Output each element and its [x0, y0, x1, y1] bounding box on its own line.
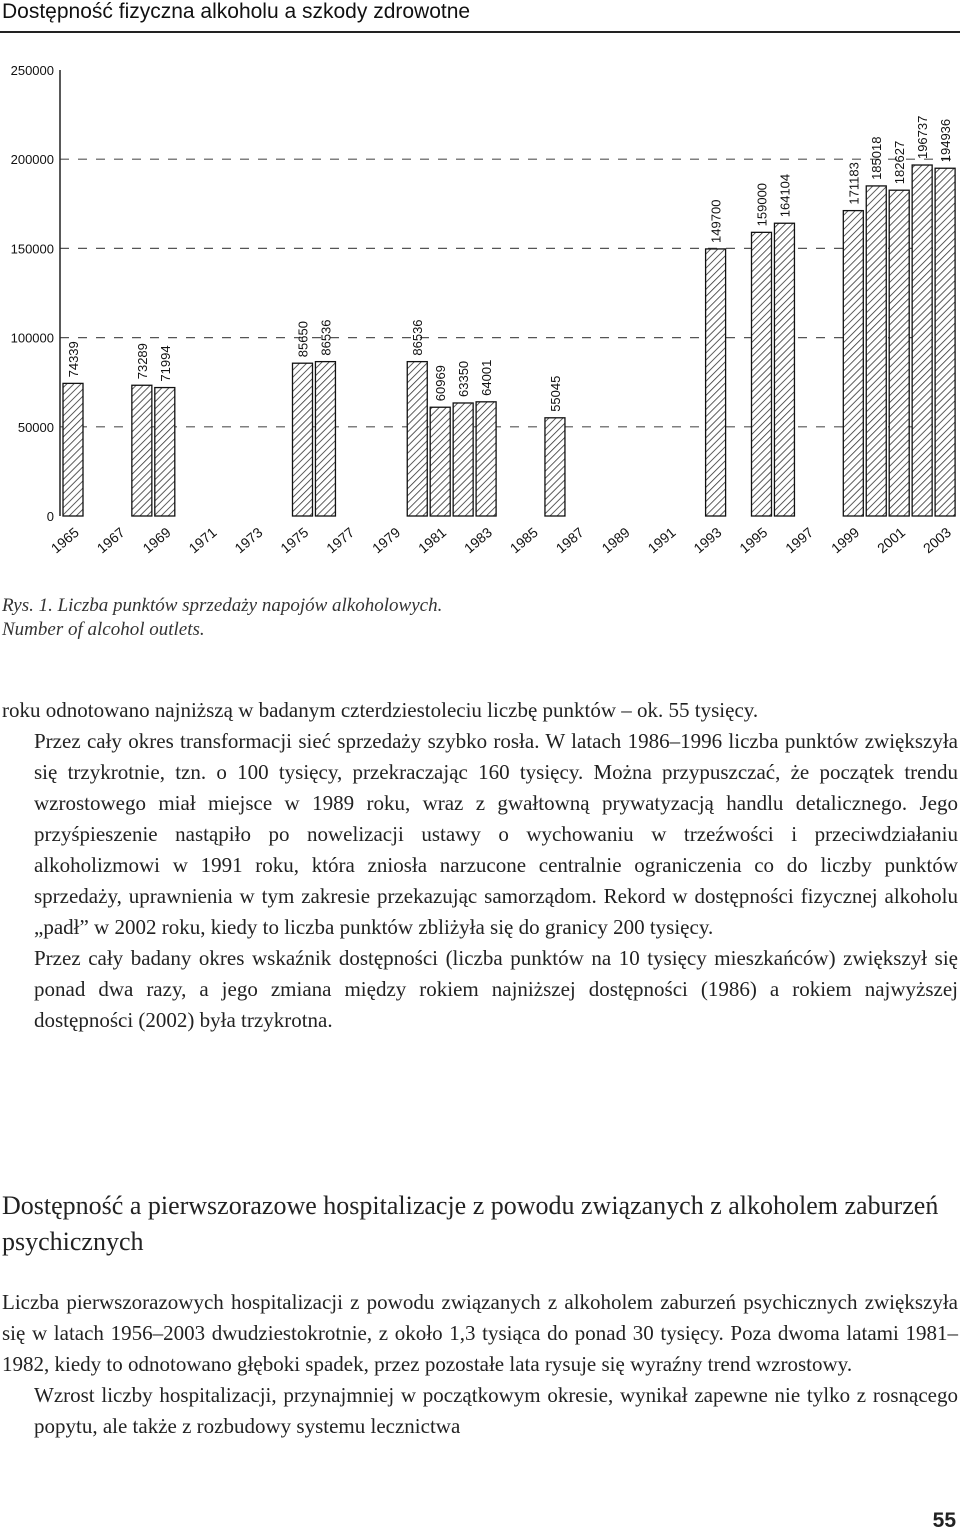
bar-layer — [63, 165, 955, 516]
section-body — [2, 1287, 958, 1442]
data-label-2001: 182627 — [892, 140, 908, 185]
data-label-1976: 86536 — [318, 319, 334, 356]
bar-1999 — [843, 211, 863, 516]
x-tick-label: 1967 — [93, 524, 128, 557]
bar-2003 — [935, 168, 955, 516]
bar-1983 — [476, 402, 496, 516]
data-label-1975: 85650 — [295, 321, 311, 358]
data-label-1981: 60969 — [433, 365, 449, 402]
grid-layer — [60, 159, 958, 427]
bar-1965 — [63, 383, 83, 516]
x-tick-label: 1985 — [506, 524, 541, 557]
header-rule — [0, 31, 960, 33]
running-header-title: Dostępność fizyczna alkoholu a szkody zdrowotne — [2, 0, 471, 23]
data-label-1986: 55045 — [547, 375, 563, 412]
paragraph-growth: Wzrost liczby hospitalizacji, przynajmniej w początkowym okresie, wynikał zapewne nie tylko z rosnącego popytu, ale także z rozbudowy systemu lecznictwa — [34, 1383, 958, 1438]
x-tick-label: 1995 — [736, 524, 771, 557]
y-axis-ticks — [11, 63, 54, 524]
data-label-1980: 86536 — [410, 319, 426, 356]
data-label-1995: 159000 — [754, 182, 770, 227]
paragraph-transformation: Przez cały okres transformacji sieć sprzedaży szybko rosła. W latach 1986–1996 liczba punktów zwiększyła się trzykrotnie, tzn. o 100 tysięcy, przekraczając 160 tysięcy. Można przypuszczać, że początek trendu wzrostowego miał miejsce w 1989 roku, wraz z gwałtowną prywatyzacją handlu detalicznego. Jego przyśpieszenie nastąpiło po nowelizacji ustawy o wychowaniu w trzeźwości i przeciwdziałaniu alkoholizmowi w 1991 roku, która zniosła narzucone centralnie ograniczenia co do liczby punktów sprzedaży, uprawnienia w tym zakresie przekazując samorządom. Rekord w dostępności fizycznej alkoholu „padł” w 2002 roku, kiedy to liczba punktów zbliżyła się do granicy 200 tysięcy. — [34, 729, 958, 939]
bar-1981 — [430, 407, 450, 516]
x-tick-label: 1973 — [231, 524, 266, 557]
bar-1996 — [774, 223, 794, 516]
body-text — [2, 695, 958, 1036]
y-tick-label: 0 — [46, 509, 54, 524]
x-tick-label: 1993 — [690, 524, 725, 557]
bar-2002 — [912, 165, 932, 516]
bar-2000 — [866, 186, 886, 516]
x-tick-label: 1969 — [139, 524, 174, 557]
data-label-1968: 73289 — [134, 343, 150, 380]
data-label-layer — [66, 116, 953, 412]
bar-1995 — [752, 232, 772, 516]
caption-polish: Rys. 1. Liczba punktów sprzedaży napojów alkoholowych. — [2, 595, 443, 616]
x-tick-label: 1991 — [644, 524, 679, 557]
data-label-2002: 196737 — [915, 115, 931, 160]
x-tick-label: 1987 — [552, 524, 587, 557]
y-tick-label: 100000 — [10, 330, 54, 346]
section-heading: Dostępność a pierwszorazowe hospitalizacje z powodu związanych z alkoholem zaburzeń psychicznych — [2, 1191, 939, 1256]
bar-chart — [0, 40, 960, 590]
x-tick-label: 1983 — [460, 524, 496, 557]
y-tick-label: 150000 — [10, 241, 54, 257]
bar-2001 — [889, 190, 909, 516]
data-label-1965: 74339 — [66, 341, 81, 378]
data-label-1993: 149700 — [708, 199, 724, 243]
x-axis-ticks — [48, 524, 954, 556]
page-number: 55 — [932, 1509, 956, 1532]
x-tick-label: 1999 — [828, 524, 863, 557]
bar-1986 — [545, 418, 565, 516]
data-label-1982: 63350 — [456, 360, 472, 397]
y-tick-label: 250000 — [10, 63, 54, 78]
paragraph-hospitalizations: Liczba pierwszorazowych hospitalizacji z powodu związanych z alkoholem zaburzeń psychicznych zwiększyła się w latach 1956–2003 dwudziestokrotnie, z około 1,3 tysiąca do ponad 30 tysięcy. Poza dwoma latami 1981–1982, kiedy to odnotowano głęboki spadek, przez pozostałe lata rysuje się wyraźny trend wzrostowy. — [2, 1290, 958, 1376]
data-label-1996: 164104 — [777, 173, 793, 218]
y-tick-label: 200000 — [10, 152, 54, 168]
paragraph-availability-index: Przez cały badany okres wskaźnik dostępności (liczba punktów na 10 tysięcy mieszkańców) zwiększył się ponad dwa razy, a jego zmiana między rokiem najniższej dostępności (1986) a rokiem najwyższej dostępności (2002) była trzykrotna. — [34, 946, 958, 1032]
caption-english: Number of alcohol outlets. — [2, 619, 205, 640]
bar-1976 — [315, 362, 335, 516]
data-label-2000: 185018 — [869, 136, 885, 180]
data-label-1999: 171183 — [846, 162, 862, 205]
bar-1975 — [293, 363, 313, 516]
paragraph-continuation: roku odnotowano najniższą w badanym czterdziestoleciu liczbę punktów – ok. 55 tysięcy. — [2, 698, 759, 722]
x-tick-label: 1971 — [185, 524, 220, 557]
bar-1982 — [453, 403, 473, 516]
x-tick-label: 1997 — [782, 524, 817, 557]
y-tick-label: 50000 — [17, 419, 54, 435]
data-label-2003: 194936 — [938, 118, 954, 163]
bar-1969 — [155, 388, 175, 516]
data-label-1969: 71994 — [157, 345, 173, 382]
x-tick-label: 1977 — [323, 524, 358, 557]
x-tick-label: 1975 — [277, 524, 312, 557]
figure-caption — [2, 594, 442, 642]
x-tick-label: 1981 — [414, 524, 450, 557]
x-tick-label: 1979 — [369, 524, 404, 557]
x-tick-label: 2001 — [873, 524, 909, 557]
data-label-1983: 64001 — [479, 359, 495, 396]
bar-1968 — [132, 385, 152, 516]
x-tick-label: 1989 — [598, 524, 633, 557]
bar-1980 — [407, 362, 427, 516]
x-tick-label: 2003 — [919, 524, 955, 557]
x-tick-label: 1965 — [47, 524, 82, 557]
bar-1993 — [706, 249, 726, 516]
